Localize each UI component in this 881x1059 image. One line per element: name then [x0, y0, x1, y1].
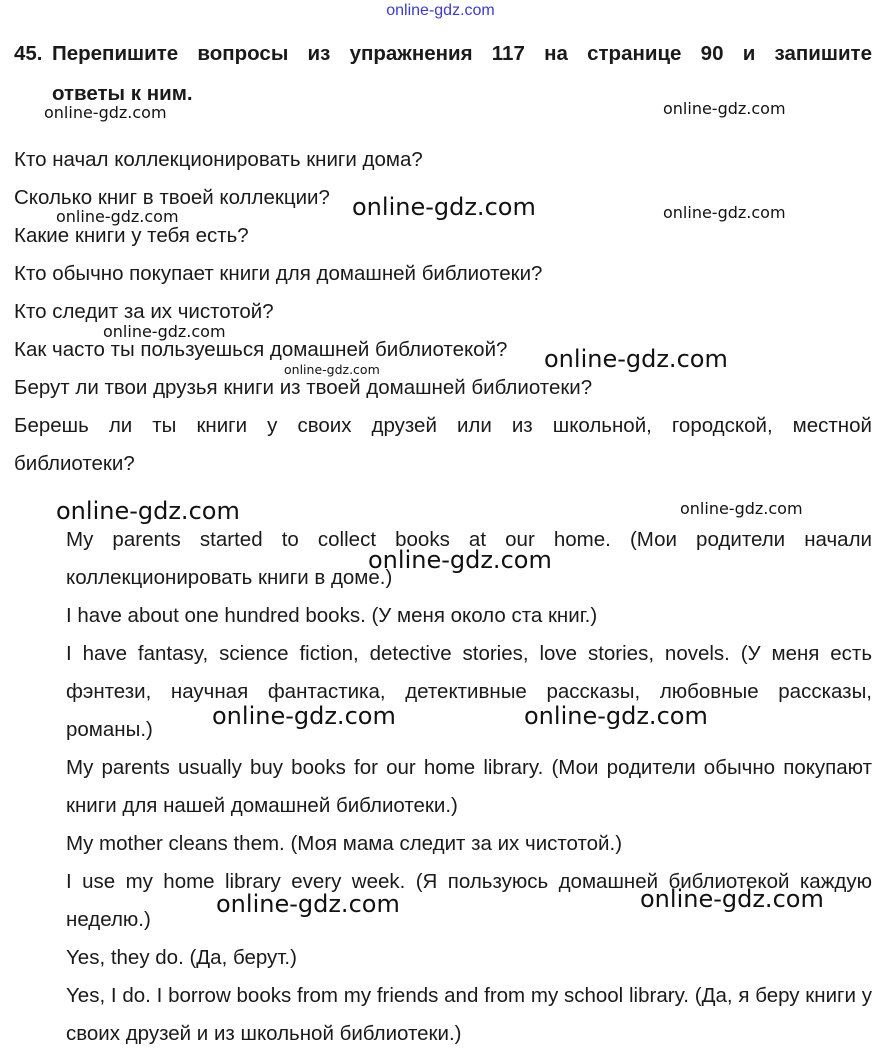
watermark: online-gdz.com: [284, 362, 380, 377]
answer-4: My parents usually buy books for our home library. (Мои родители обычно покупают книги для нашей домашней библиотеки.): [66, 756, 872, 817]
watermark: online-gdz.com: [640, 885, 824, 913]
watermark: online-gdz.com: [212, 702, 396, 730]
answer-6: I use my home library every week. (Я пользуюсь домашней библиотекой каждую неделю.): [66, 870, 872, 931]
question-8-line1: Берешь ли ты книги у своих друзей или из школьной, городской, местной: [14, 414, 872, 437]
answer-3: I have fantasy, science fiction, detective stories, love stories, novels. (У меня есть фэнтези, научная фантастика, детективные рассказы, любовные рассказы, романы.): [66, 642, 872, 741]
watermark: online-gdz.com: [663, 99, 786, 118]
answer-8: Yes, I do. I borrow books from my friends and from my school library. (Да, я беру книги у своих друзей и из школьной библиотеки.): [66, 984, 872, 1045]
answer-1: My parents started to collect books at our home. (Мои родители начали коллекционировать книги в доме.): [66, 528, 872, 589]
question-6: Как часто ты пользуешься домашней библиотекой?: [14, 338, 508, 361]
exercise-task-line2: ответы к ним.: [52, 82, 193, 105]
answer-2: I have about one hundred books. (У меня около ста книг.): [66, 604, 598, 627]
question-5: Кто следит за их чистотой?: [14, 300, 274, 323]
watermark: online-gdz.com: [56, 497, 240, 525]
watermark-top: online-gdz.com: [386, 2, 495, 19]
answer-7: Yes, they do. (Да, берут.): [66, 946, 297, 969]
question-2: Сколько книг в твоей коллекции?: [14, 186, 330, 209]
exercise-number: 45.: [14, 42, 43, 65]
watermark: online-gdz.com: [663, 203, 786, 222]
watermark: online-gdz.com: [352, 193, 536, 221]
question-3: Какие книги у тебя есть?: [14, 224, 249, 247]
watermark: online-gdz.com: [216, 890, 400, 918]
watermark: online-gdz.com: [544, 345, 728, 373]
question-4: Кто обычно покупает книги для домашней библиотеки?: [14, 262, 543, 285]
exercise-task-line1: 45. Перепишите вопросы из упражнения 117 на странице 90 и запишите: [14, 34, 872, 74]
question-7: Берут ли твои друзья книги из твоей домашней библиотеки?: [14, 376, 593, 399]
question-1: Кто начал коллекционировать книги дома?: [14, 148, 423, 171]
watermark: online-gdz.com: [524, 702, 708, 730]
watermark: online-gdz.com: [368, 546, 552, 574]
watermark: online-gdz.com: [56, 207, 179, 226]
question-8-line2: библиотеки?: [14, 452, 135, 475]
watermark: online-gdz.com: [44, 103, 167, 122]
answer-5: My mother cleans them. (Моя мама следит за их чистотой.): [66, 832, 623, 855]
watermark: online-gdz.com: [680, 499, 803, 518]
watermark: online-gdz.com: [103, 322, 226, 341]
